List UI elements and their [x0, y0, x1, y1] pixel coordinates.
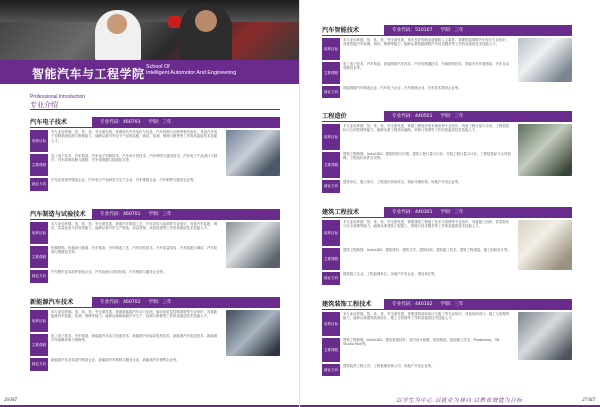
major-photo: [518, 312, 572, 360]
goal-text: 本专业培养德、智、体、美、劳全面发展，掌握新能源汽车动力电池、驱动电机及控制系统等专业知识，具备新能源汽车装配、检测、维修等能力，能够从事新能源汽车生产、检测与维修等工作的高素质技术技能人才。: [51, 310, 218, 319]
jobs-text: 建筑施工企业、工程监理单位、房地产开发企业、建设单位等。: [343, 272, 438, 276]
page-number-left: 26/SIT: [4, 398, 18, 403]
major-name: 建筑装饰工程技术: [322, 301, 372, 308]
major-header: [322, 110, 572, 122]
jobs-label: 就业方向: [322, 364, 340, 376]
goal-text: 本专业培养德、智、体、美、劳全面发展，掌握汽车制造工艺、汽车试验与检测等专业知识，具备汽车装配、调试、质量检验与试验等能力，能够从事汽车生产制造、质量管理、试验检测等工作的高素质技术技能人才。: [51, 222, 218, 231]
major-photo: [518, 220, 572, 270]
courses-row: [322, 152, 514, 178]
major-code: 专业代码：440501: [392, 113, 433, 119]
school-title-cn: 智能汽车与工程学院: [32, 67, 145, 81]
courses-label: 主要课程: [322, 152, 340, 178]
goal-row: [322, 312, 514, 336]
major-code: 专业代码：510107: [392, 27, 433, 33]
courses-text: 建筑工程制图、AutoCAD、建筑构造与识图、建筑工程计量与计价、安装工程计量与计价、工程招投标与合同管理、工程造价软件应用等。: [343, 152, 511, 161]
goal-text: 本专业培养德、智、体、美、劳全面发展，掌握工程造价基本理论和专业知识，具备工程计量与计价、工程招投标与合同管理等能力，能够从事工程造价编制、审核与管理等工作的高素质技术技能人才。: [343, 124, 510, 133]
major-auto-electronics: [30, 116, 280, 193]
major-name: 建筑工程技术: [322, 209, 360, 216]
major-photo: [226, 310, 280, 356]
major-years: 学制：三年: [148, 119, 172, 125]
courses-row: [322, 62, 514, 84]
goal-row: [30, 130, 222, 152]
goal-label: 培养目标: [322, 312, 340, 336]
major-decoration-engineering: [322, 298, 572, 378]
major-code: 专业代码：460701: [100, 211, 141, 217]
major-code-bar: [384, 25, 572, 35]
major-name: 汽车制造与试验技术: [30, 211, 86, 218]
hero-photo: [0, 0, 300, 60]
courses-label: 主要课程: [30, 154, 48, 176]
goal-text: 本专业培养德、智、体、美、劳全面发展，掌握建筑装饰设计与施工等专业知识，具备装饰设计、施工与管理等能力，能够从事建筑装饰设计、施工与管理等工作的高素质技术技能人才。: [343, 312, 510, 321]
major-name: 工程造价: [322, 113, 347, 120]
goal-label: 培养目标: [30, 222, 48, 244]
major-intelligent-auto: [322, 24, 572, 100]
courses-text: 建筑工程制图、AutoCAD、建筑装饰材料、室内设计原理、装饰构造、装饰施工技术、Photoshop、3D Studio Max等。: [343, 338, 500, 347]
courses-text: 建筑工程制图、AutoCAD、建筑材料、建筑力学、建筑结构、建筑施工技术、建筑工程测量、施工组织设计等。: [343, 248, 511, 252]
jobs-label: 就业方向: [322, 86, 340, 98]
jobs-row: [30, 270, 280, 283]
jobs-row: [322, 364, 572, 376]
courses-label: 主要课程: [322, 62, 340, 84]
courses-label: 主要课程: [322, 338, 340, 362]
major-code: 专业代码：440301: [392, 209, 433, 215]
major-years: 学制：三年: [148, 299, 172, 305]
major-code-bar: [92, 117, 280, 127]
major-photo: [226, 130, 280, 176]
major-years: 学制：三年: [440, 301, 464, 307]
courses-row: [30, 246, 222, 268]
courses-label: 主要课程: [30, 246, 48, 268]
major-header: [322, 24, 572, 36]
major-code-bar: [92, 297, 280, 307]
jobs-row: [322, 272, 572, 285]
intro-heading-en: Professional Introduction: [30, 94, 86, 100]
goal-label: 培养目标: [30, 130, 48, 152]
courses-row: [322, 338, 514, 362]
courses-label: 主要课程: [30, 334, 48, 356]
goal-label: 培养目标: [322, 38, 340, 60]
footer-slogan: 以学生为中心 以就业为导向 以教育增值为目标: [396, 398, 523, 404]
school-title-en-line1: School Of: [146, 64, 170, 70]
courses-label: 主要课程: [322, 248, 340, 270]
major-name: 汽车电子技术: [30, 119, 68, 126]
intro-heading-cn: 专业介绍: [30, 101, 58, 109]
jobs-label: 就业方向: [322, 272, 340, 285]
major-code-bar: [384, 207, 572, 217]
major-building-engineering: [322, 206, 572, 287]
jobs-text: 新能源汽车及零部件制造企业、新能源汽车维修与服务企业、新能源汽车销售企业等。: [51, 358, 180, 362]
courses-text: 机械制图、机械设计基础、汽车构造、汽车制造工艺、汽车试验技术、汽车质量检验、汽车装配与调试、汽车检测与维修技术等。: [51, 246, 218, 255]
major-years: 学制：三年: [440, 209, 464, 215]
major-auto-manufacturing: [30, 208, 280, 285]
major-photo: [226, 222, 280, 268]
jobs-label: 就业方向: [30, 270, 48, 283]
major-name: 新能源汽车技术: [30, 299, 74, 306]
goal-label: 培养目标: [322, 124, 340, 150]
courses-row: [30, 334, 222, 356]
major-photo: [518, 124, 572, 176]
goal-row: [322, 220, 514, 246]
major-header: [322, 206, 572, 218]
jobs-row: [322, 86, 572, 98]
major-header: [30, 208, 280, 220]
major-code: 专业代码：440102: [392, 301, 433, 307]
page-number-right: 27/SIT: [582, 398, 596, 403]
school-title-en: [146, 64, 236, 77]
hero-car-underside: [0, 0, 300, 22]
courses-text: 电工电子技术、汽车构造、智能网联汽车技术、汽车传感器技术、车载网络技术、智能汽车环境感知、汽车自动驾驶技术等。: [343, 62, 510, 71]
jobs-text: 汽车及零部件制造企业、汽车电子产品研发与生产企业、汽车维修企业、汽车销售与服务企业等。: [51, 178, 197, 182]
major-years: 学制：三年: [440, 27, 464, 33]
goal-row: [30, 222, 222, 244]
goal-row: [322, 38, 514, 60]
right-page: [300, 0, 600, 407]
major-header: [30, 296, 280, 308]
courses-text: 电工电子技术、汽车构造、新能源汽车动力电池技术、新能源汽车驱动电机技术、新能源汽车电控技术、新能源汽车故障诊断与维修等。: [51, 334, 218, 343]
major-years: 学制：三年: [440, 113, 464, 119]
jobs-label: 就业方向: [30, 178, 48, 191]
jobs-label: 就业方向: [322, 180, 340, 193]
goal-label: 培养目标: [30, 310, 48, 332]
jobs-row: [322, 180, 572, 193]
major-photo: [518, 38, 572, 82]
goal-label: 培养目标: [322, 220, 340, 246]
goal-text: 本专业培养德、智、体、美、劳全面发展，掌握建筑工程施工技术与管理等专业知识，具备施工组织、质量检验与安全管理等能力，能够从事建筑工程施工、管理与技术服务等工作的高素质技术技能人才。: [343, 220, 510, 229]
major-header: [30, 116, 280, 128]
intro-divider: [30, 109, 280, 110]
major-cost-engineering: [322, 110, 572, 195]
goal-row: [322, 124, 514, 150]
hero-student-1: [95, 10, 141, 60]
jobs-row: [30, 178, 280, 191]
major-code-bar: [384, 111, 572, 121]
major-code: 专业代码：460702: [100, 299, 141, 305]
hero-student-2: [180, 4, 232, 60]
major-code-bar: [92, 209, 280, 219]
goal-text: 本专业培养德、智、体、美、劳全面发展，具有良好的职业道德和人文素养，掌握智能网联汽车相关专业知识，具备智能汽车装调、测试、维修等能力，能够从事智能网联汽车技术服务等工作的高素质技术技能人才。: [343, 38, 510, 47]
jobs-row: [30, 358, 280, 371]
courses-row: [322, 248, 514, 270]
school-title-en-line2: Intelligent Automotor And Engineering: [146, 70, 237, 77]
jobs-text: 建设单位、施工单位、工程造价咨询单位、招标代理机构、房地产开发企业等。: [343, 180, 462, 184]
courses-row: [30, 154, 222, 176]
major-code-bar: [384, 299, 572, 309]
major-years: 学制：三年: [148, 211, 172, 217]
goal-row: [30, 310, 222, 332]
jobs-text: 智能网联汽车制造企业、汽车电子企业、汽车维修企业、汽车技术服务企业等。: [343, 86, 462, 90]
major-code: 专业代码：460703: [100, 119, 141, 125]
goal-text: 本专业培养德、智、体、美、劳全面发展，掌握现代汽车电控与信息、汽车控制与诊断等相关知识，具备汽车电子控制系统检测与维修能力，能够从事汽车电子产品的装配、调试、检测、维修与销售等工作的高素质技术技能人才。: [51, 130, 218, 143]
major-header: [322, 298, 572, 310]
jobs-label: 就业方向: [30, 358, 48, 371]
major-new-energy: [30, 296, 280, 373]
jobs-text: 汽车整车及零部件制造企业、汽车检测与试验机构、汽车维修与服务企业等。: [51, 270, 167, 274]
jobs-text: 建筑装饰工程公司、工程管理咨询公司、房地产开发企业等。: [343, 364, 435, 368]
major-name: 汽车智能技术: [322, 27, 360, 34]
courses-text: 电工电子技术、汽车构造、汽车电子控制技术、汽车单片机技术、汽车网络与通讯技术、汽车电子产品设计与制作、汽车故障诊断与排除、汽车传感器与检测技术等。: [51, 154, 218, 163]
